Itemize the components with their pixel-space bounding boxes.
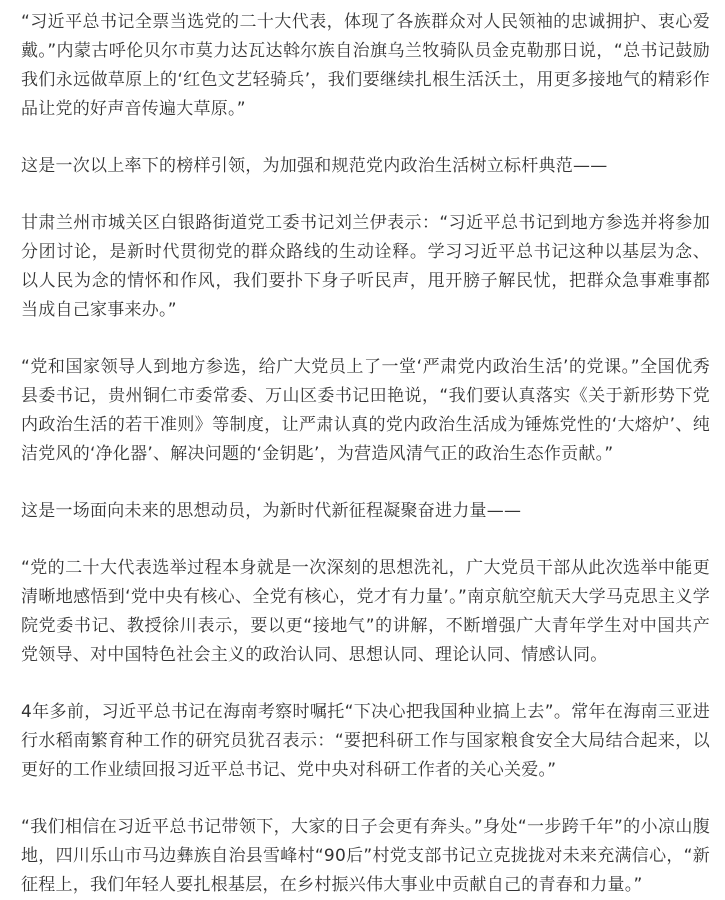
paragraph-xu-chuan-quote: “党的二十大代表选举过程本身就是一次深刻的思想洗礼，广大党员干部从此次选举中能更清晰地感悟到‘党中央有核心、全党有核心，党才有力量’。”南京航空航天大学马克思主义学院党委书记、教授徐川表示，要以更“接地气”的讲解，不断增强广大青年学生对中国共产党领导、对中国特色社会主义的政治认同、思想认同、理论认同、情感认同。	[21, 558, 710, 665]
section-heading-mobilization: 这是一场面向未来的思想动员，为新时代新征程凝聚奋进力量——	[21, 501, 522, 521]
paragraph-tian-yan-quote: “党和国家领导人到地方参选，给广大党员上了一堂‘严肃党内政治生活’的党课。”全国优秀县委书记，贵州铜仁市委常委、万山区委书记田艳说，“我们要认真落实《关于新形势下党内政治生活的若干准则》等制度，让严肃认真的党内政治生活成为锤炼党性的‘大熔炉’、纯洁党风的‘净化器’、解决问题的‘金钥匙’，为营造风清气正的政治生态作贡献。”	[21, 357, 710, 464]
paragraph-liu-lanyi-quote: 甘肃兰州市城关区白银路街道党工委书记刘兰伊表示：“习近平总书记到地方参选并将参加分团讨论，是新时代贯彻党的群众路线的生动诠释。学习习近平总书记这种以基层为念、以人民为念的情怀和作风，我们要扑下身子听民声，甩开膀子解民忧，把群众急事难事都当成自己家事来办。”	[21, 213, 710, 320]
paragraph-village-secretary-quote: “我们相信在习近平总书记带领下，大家的日子会更有奔头。”身处“一步跨千年”的小凉山腹地，四川乐山市马边彝族自治县雪峰村“90后”村党支部书记立克拢拢对未来充满信心，“新征程上，我们年轻人要扎根基层，在乡村振兴伟大事业中贡献自己的青春和力量。”	[21, 817, 710, 895]
paragraph-you-zhao-quote: 4年多前，习近平总书记在海南考察时嘱托“下决心把我国种业搞上去”。常年在海南三亚进行水稻南繁育种工作的研究员犹召表示：“要把科研工作与国家粮食安全大局结合起来，以更好的工作业绩回报习近平总书记、党中央对科研工作者的关心关爱。”	[21, 702, 710, 780]
paragraph-jin-kele-quote: “习近平总书记全票当选党的二十大代表，体现了各族群众对人民领袖的忠诚拥护、衷心爱戴。”内蒙古呼伦贝尔市莫力达瓦达斡尔族自治旗乌兰牧骑队员金克勒那日说，“总书记鼓励我们永远做草原上的‘红色文艺轻骑兵’，我们要继续扎根生活沃土，用更多接地气的精彩作品让党的好声音传遍大草原。”	[21, 12, 710, 119]
section-heading-example: 这是一次以上率下的榜样引领，为加强和规范党内政治生活树立标杆典范——	[21, 156, 608, 176]
article-body	[0, 8, 725, 895]
